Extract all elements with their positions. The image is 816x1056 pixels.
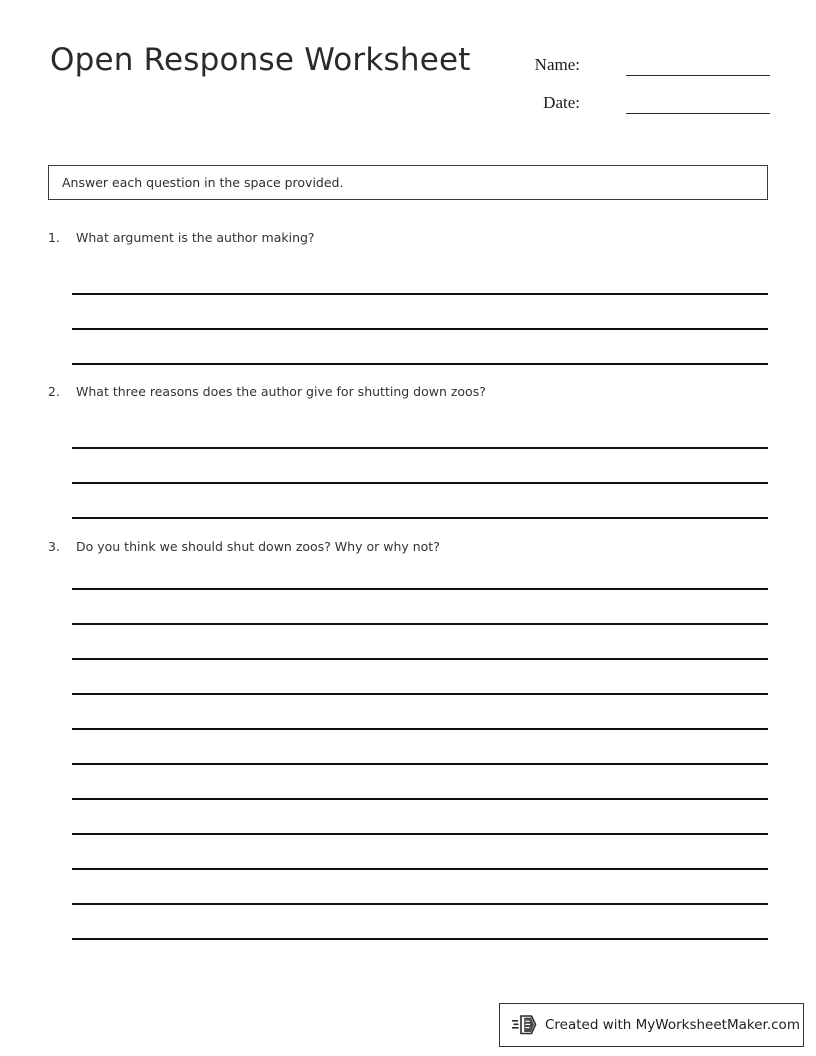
page-title: Open Response Worksheet [50, 42, 471, 78]
date-field-label: Date: [543, 93, 580, 112]
worksheet-maker-logo-icon [512, 1013, 538, 1037]
answer-line[interactable] [72, 870, 768, 905]
instructions-box [48, 165, 768, 200]
worksheet-header [48, 42, 768, 132]
answer-line[interactable] [72, 555, 768, 590]
question-block-2 [48, 384, 768, 410]
answer-lines-3[interactable] [72, 555, 768, 940]
answer-line[interactable] [72, 414, 768, 449]
answer-line[interactable] [72, 625, 768, 660]
question-block-1 [48, 230, 768, 256]
answer-line[interactable] [72, 330, 768, 365]
question-number-3: 3. [48, 539, 60, 554]
question-text-3: Do you think we should shut down zoos? Why or why not? [76, 539, 440, 554]
question-number-1: 1. [48, 230, 60, 245]
student-info-fields [514, 50, 770, 126]
question-text-2: What three reasons does the author give for shutting down zoos? [76, 384, 486, 399]
answer-line[interactable] [72, 660, 768, 695]
answer-line[interactable] [72, 800, 768, 835]
question-block-3 [48, 539, 768, 565]
answer-line[interactable] [72, 484, 768, 519]
created-with-badge[interactable] [499, 1003, 804, 1047]
date-field-row [514, 88, 770, 126]
answer-line[interactable] [72, 765, 768, 800]
name-field-row [514, 50, 770, 88]
answer-lines-1[interactable] [72, 260, 768, 365]
question-heading-2 [48, 384, 768, 410]
question-text-1: What argument is the author making? [76, 230, 315, 245]
instructions-text: Answer each question in the space provided. [62, 175, 344, 190]
date-field-input[interactable] [626, 113, 770, 114]
name-field-input[interactable] [626, 75, 770, 76]
answer-line[interactable] [72, 295, 768, 330]
answer-line[interactable] [72, 905, 768, 940]
answer-line[interactable] [72, 695, 768, 730]
question-number-2: 2. [48, 384, 60, 399]
answer-lines-2[interactable] [72, 414, 768, 519]
answer-line[interactable] [72, 260, 768, 295]
question-heading-1 [48, 230, 768, 256]
name-field-label: Name: [534, 55, 580, 74]
answer-line[interactable] [72, 835, 768, 870]
answer-line[interactable] [72, 449, 768, 484]
answer-line[interactable] [72, 730, 768, 765]
created-with-text: Created with MyWorksheetMaker.com [545, 1017, 800, 1033]
answer-line[interactable] [72, 590, 768, 625]
